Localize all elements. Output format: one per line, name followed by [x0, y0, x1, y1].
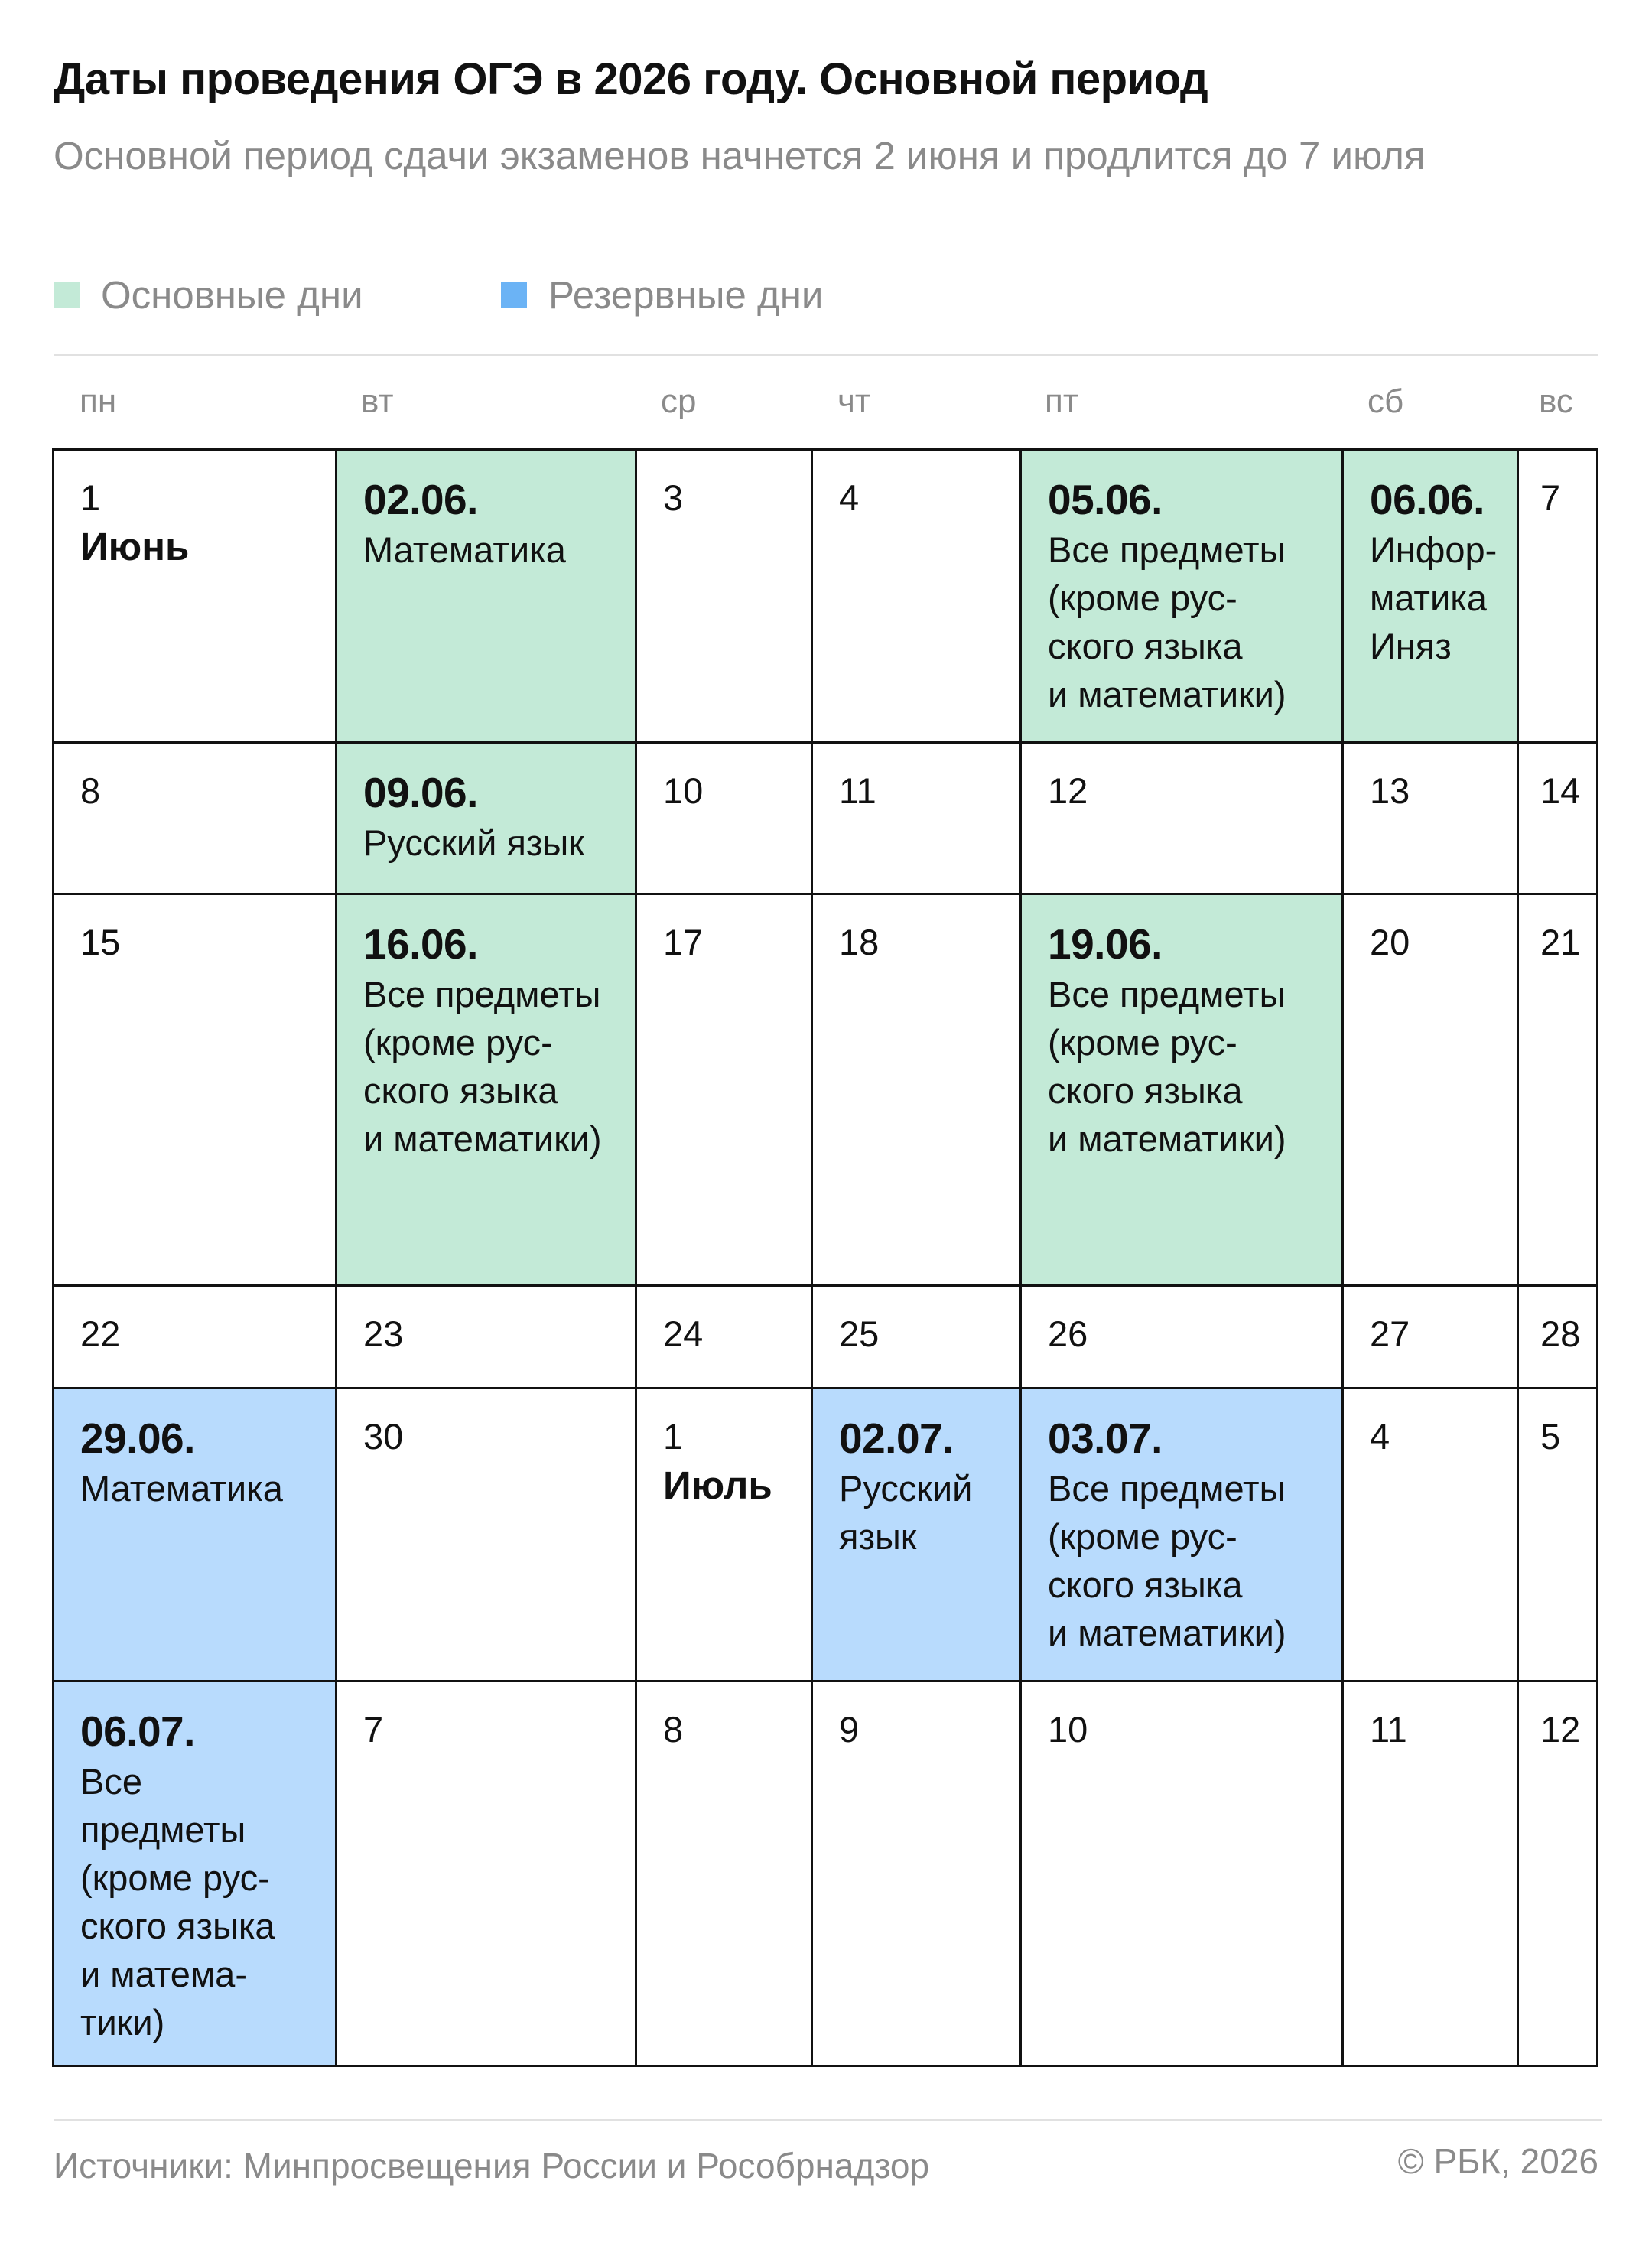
exam-date: 29.06. [80, 1414, 195, 1462]
exam-date: 06.07. [80, 1707, 195, 1755]
calendar-day-cell [1344, 1682, 1519, 2065]
calendar-day-cell [1344, 895, 1519, 1287]
day-number: 11 [839, 770, 876, 811]
day-number: 22 [80, 1314, 121, 1354]
main-exam-day-cell [1022, 895, 1344, 1287]
main-exam-day-cell [1022, 451, 1344, 744]
weekday-fri: пт [1045, 383, 1078, 420]
exam-subject: Математика [363, 529, 566, 570]
calendar-day-cell [637, 1682, 813, 2065]
calendar-day-cell [813, 744, 1022, 895]
day-number: 3 [663, 477, 684, 518]
calendar-day-cell [337, 1287, 637, 1389]
calendar-day-cell [813, 1682, 1022, 2065]
day-number: 30 [363, 1416, 404, 1457]
bottom-divider [54, 2119, 1602, 2121]
exam-subject: Русский язык [363, 822, 584, 863]
exam-date: 02.07. [839, 1414, 954, 1462]
day-number: 5 [1540, 1416, 1561, 1457]
day-number: 11 [1370, 1709, 1407, 1750]
day-number: 27 [1370, 1314, 1410, 1354]
main-exam-day-cell [1344, 451, 1519, 744]
calendar-day-cell [637, 744, 813, 895]
day-number: 7 [1540, 477, 1561, 518]
weekday-sat: сб [1367, 383, 1404, 420]
day-number: 25 [839, 1314, 880, 1354]
page-subtitle: Основной период сдачи экзаменов начнется 2 июня и продлится до 7 июля [54, 134, 1426, 177]
calendar-day-cell [637, 895, 813, 1287]
day-number: 17 [663, 922, 704, 962]
calendar-day-cell [637, 451, 813, 744]
day-number: 21 [1540, 922, 1581, 962]
weekday-thu: чт [837, 383, 871, 420]
calendar-day-cell [1519, 1682, 1598, 2065]
legend-item-main [54, 269, 363, 320]
exam-subject: Все предметы (кроме рус- ского языка и математики) [1048, 1468, 1286, 1653]
legend-item-reserve [501, 269, 823, 320]
legend-label-main: Основные дни [101, 272, 363, 317]
calendar-day-cell [1519, 451, 1598, 744]
exam-subject: Все предметы (кроме рус- ского языка и математики) [1048, 529, 1286, 715]
exam-date: 19.06. [1048, 920, 1163, 968]
weekday-tue: вт [361, 383, 394, 420]
day-number: 14 [1540, 770, 1581, 811]
exam-subject: Все предметы (кроме рус- ского языка и математики) [1048, 974, 1286, 1159]
main-exam-day-cell [337, 451, 637, 744]
day-number: 8 [663, 1709, 684, 1750]
exam-date: 02.06. [363, 476, 478, 523]
legend-swatch-main [54, 282, 80, 308]
exam-date: 05.06. [1048, 476, 1163, 523]
day-number: 26 [1048, 1314, 1088, 1354]
calendar-day-cell [1344, 1287, 1519, 1389]
calendar-day-cell [1519, 1287, 1598, 1389]
legend-swatch-reserve [501, 282, 527, 308]
calendar-day-cell [1022, 744, 1344, 895]
exam-subject: Все предметы (кроме рус- ского языка и математики) [363, 974, 602, 1159]
day-number: 1 [80, 477, 101, 518]
calendar-day-cell [813, 895, 1022, 1287]
legend-label-reserve: Резервные дни [548, 272, 824, 317]
top-divider [54, 354, 1598, 356]
day-number: 13 [1370, 770, 1410, 811]
day-number: 4 [1370, 1416, 1390, 1457]
calendar-day-cell [337, 1682, 637, 2065]
calendar-day-cell [813, 451, 1022, 744]
day-number: 1 [663, 1416, 684, 1457]
exam-subject: Русский язык [839, 1468, 973, 1557]
day-number: 12 [1048, 770, 1088, 811]
day-number: 20 [1370, 922, 1410, 962]
day-number: 4 [839, 477, 860, 518]
calendar-day-cell [1519, 744, 1598, 895]
day-number: 9 [839, 1709, 860, 1750]
day-number: 28 [1540, 1314, 1581, 1354]
copyright-note: © РБК, 2026 [1397, 2141, 1598, 2181]
exam-subject: Инфор- матика Иняз [1370, 529, 1498, 666]
day-number: 15 [80, 922, 121, 962]
day-number: 12 [1540, 1709, 1581, 1750]
main-exam-day-cell [337, 744, 637, 895]
calendar-day-cell [637, 1287, 813, 1389]
day-number: 18 [839, 922, 880, 962]
weekday-mon: пн [80, 383, 117, 420]
day-number: 24 [663, 1314, 704, 1354]
exam-date: 16.06. [363, 920, 478, 968]
calendar-day-cell [1344, 744, 1519, 895]
reserve-exam-day-cell [54, 1682, 337, 2065]
exam-date: 09.06. [363, 769, 478, 816]
day-number: 23 [363, 1314, 404, 1354]
reserve-exam-day-cell [813, 1389, 1022, 1682]
calendar-day-cell [54, 1287, 337, 1389]
weekday-sun: вс [1539, 383, 1573, 420]
page-title: Даты проведения ОГЭ в 2026 году. Основной период [54, 54, 1208, 104]
calendar-day-cell [1022, 1287, 1344, 1389]
calendar-day-cell [813, 1287, 1022, 1389]
reserve-exam-day-cell [1022, 1389, 1344, 1682]
exam-calendar-grid [52, 448, 1598, 2067]
source-note: Источники: Минпросвещения России и Рособрнадзор [54, 2146, 930, 2186]
weekday-wed: ср [661, 383, 697, 420]
calendar-day-cell [1022, 1682, 1344, 2065]
exam-date: 03.07. [1048, 1414, 1163, 1462]
exam-date: 06.06. [1370, 476, 1485, 523]
month-label: Июнь [80, 525, 190, 568]
day-number: 7 [363, 1709, 384, 1750]
exam-subject: Все предметы (кроме рус- ского языка и матема- тики) [80, 1761, 275, 2043]
month-label: Июль [663, 1463, 772, 1507]
main-exam-day-cell [337, 895, 637, 1287]
calendar-day-cell [54, 895, 337, 1287]
calendar-day-cell [1519, 1389, 1598, 1682]
exam-subject: Математика [80, 1468, 283, 1509]
day-number: 10 [663, 770, 704, 811]
calendar-day-cell [637, 1389, 813, 1682]
day-number: 8 [80, 770, 101, 811]
calendar-day-cell [1519, 895, 1598, 1287]
reserve-exam-day-cell [54, 1389, 337, 1682]
calendar-day-cell [1344, 1389, 1519, 1682]
day-number: 10 [1048, 1709, 1088, 1750]
calendar-day-cell [54, 744, 337, 895]
calendar-day-cell [54, 451, 337, 744]
calendar-day-cell [337, 1389, 637, 1682]
